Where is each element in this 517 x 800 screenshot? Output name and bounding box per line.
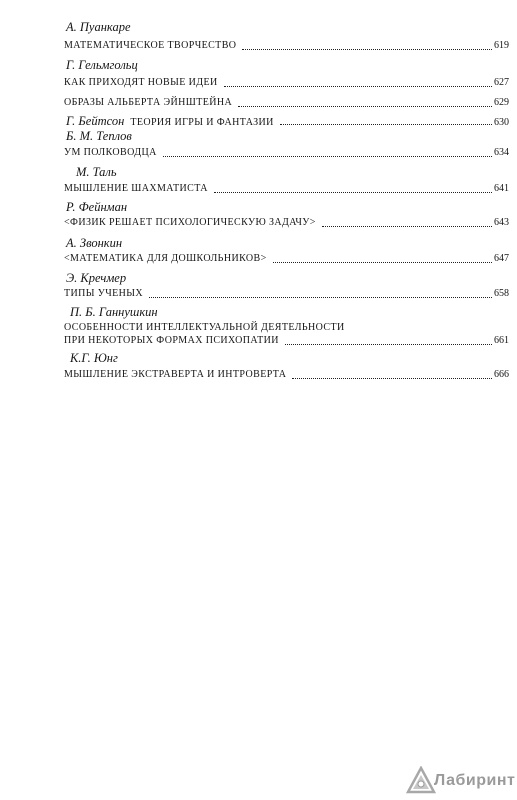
dot-leader xyxy=(163,146,492,157)
toc-entry xyxy=(64,368,509,382)
entry-title: ПРИ НЕКОТОРЫХ ФОРМАХ ПСИХОПАТИИ xyxy=(64,335,279,346)
toc-entry xyxy=(64,287,509,301)
entry-title: КАК ПРИХОДЯТ НОВЫЕ ИДЕИ xyxy=(64,77,218,88)
entry-title-line: ОСОБЕННОСТИ ИНТЕЛЛЕКТУАЛЬНОЙ ДЕЯТЕЛЬНОСТИ xyxy=(64,322,345,333)
dot-leader xyxy=(322,216,492,227)
page-number: 629 xyxy=(494,97,509,108)
toc-entry xyxy=(64,76,509,90)
page-number: 619 xyxy=(494,40,509,51)
page-number: 630 xyxy=(494,117,509,128)
page-number: 647 xyxy=(494,253,509,264)
entry-title: МЫШЛЕНИЕ ШАХМАТИСТА xyxy=(64,183,208,194)
entry-title: ОБРАЗЫ АЛЬБЕРТА ЭЙНШТЕЙНА xyxy=(64,97,233,108)
author-name: Э. Кречмер xyxy=(66,271,127,285)
author-name: Р. Фейнман xyxy=(66,200,128,214)
toc-entry xyxy=(64,334,509,348)
toc-entry xyxy=(64,216,509,230)
toc-entry xyxy=(66,114,509,128)
entry-title: <ФИЗИК РЕШАЕТ ПСИХОЛОГИЧЕСКУЮ ЗАДАЧУ> xyxy=(64,217,316,228)
entry-title: ТИПЫ УЧЕНЫХ xyxy=(64,288,144,299)
author-name: А. Звонкин xyxy=(66,236,123,250)
dot-leader xyxy=(273,252,492,263)
page-number: 658 xyxy=(494,288,509,299)
dot-leader xyxy=(280,114,492,125)
dot-leader xyxy=(285,334,492,345)
toc-entry xyxy=(64,146,509,160)
author-name: К.Г. Юнг xyxy=(70,351,118,365)
page-number: 661 xyxy=(494,335,509,346)
watermark-text: Лабиринт xyxy=(434,772,516,789)
toc-entry xyxy=(64,39,509,53)
toc-entry xyxy=(64,96,509,110)
author-name: А. Пуанкаре xyxy=(66,20,131,34)
entry-title: ТЕОРИЯ ИГРЫ И ФАНТАЗИИ xyxy=(130,117,274,128)
page-number: 634 xyxy=(494,147,509,158)
entry-title: МЫШЛЕНИЕ ЭКСТРАВЕРТА И ИНТРОВЕРТА xyxy=(64,369,287,380)
author-name: М. Таль xyxy=(76,165,117,179)
toc-entry xyxy=(64,252,509,266)
dot-leader xyxy=(149,287,492,298)
page-number: 641 xyxy=(494,183,509,194)
dot-leader xyxy=(224,76,492,87)
page-number: 643 xyxy=(494,217,509,228)
labyrinth-logo-icon xyxy=(406,766,436,794)
dot-leader xyxy=(292,368,492,379)
dot-leader xyxy=(214,182,492,193)
author-name: П. Б. Ганнушкин xyxy=(70,305,158,319)
watermark xyxy=(404,766,514,796)
toc-entry xyxy=(64,182,509,196)
entry-title: УМ ПОЛКОВОДЦА xyxy=(64,147,157,158)
dot-leader xyxy=(242,39,492,50)
entry-title: <МАТЕМАТИКА ДЛЯ ДОШКОЛЬНИКОВ> xyxy=(64,253,267,264)
page-number: 627 xyxy=(494,77,509,88)
author-name: Г. Гельмгольц xyxy=(66,58,138,72)
page-number: 666 xyxy=(494,369,509,380)
dot-leader xyxy=(238,96,492,107)
author-name: Б. М. Теплов xyxy=(66,129,132,143)
entry-title: МАТЕМАТИЧЕСКОЕ ТВОРЧЕСТВО xyxy=(64,40,237,51)
author-name: Г. Бейтсон xyxy=(66,114,125,128)
